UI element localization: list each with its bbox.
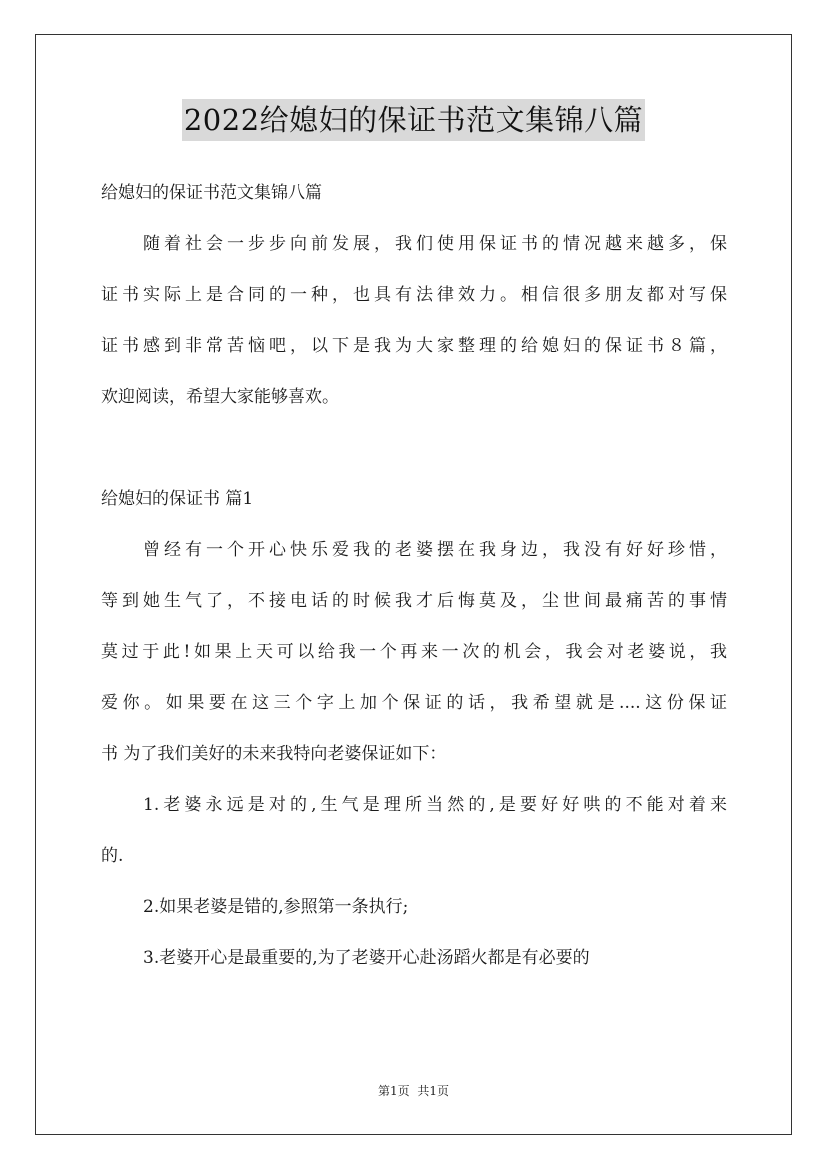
text-line: 证书感到非常苦恼吧，以下是我为大家整理的给媳妇的保证书８篇， — [101, 336, 727, 356]
text-line: 莫过于此!如果上天可以给我一个再来一次的机会，我会对老婆说，我 — [101, 642, 727, 662]
title-container — [0, 99, 827, 141]
document-body — [101, 168, 727, 984]
text-line: 随着社会一步步向前发展，我们使用保证书的情况越来越多，保 — [143, 234, 727, 254]
page-number: 第1页 — [377, 1084, 410, 1098]
text-line: 3.老婆开心是最重要的,为了老婆开心赴汤蹈火都是有必要的 — [143, 948, 590, 968]
text-line: 2.如果老婆是错的,参照第一条执行; — [143, 897, 409, 917]
document-title: 2022给媳妇的保证书范文集锦八篇 — [182, 99, 645, 141]
text-line: 1.老婆永远是对的,生气是理所当然的,是要好好哄的不能对着来 — [143, 795, 727, 815]
text-line: 给媳妇的保证书范文集锦八篇 — [101, 183, 322, 203]
page-total: 共1页 — [417, 1084, 450, 1098]
page-footer — [0, 1082, 827, 1099]
blank-line — [101, 423, 727, 474]
text-line: 等到她生气了，不接电话的时候我才后悔莫及，尘世间最痛苦的事情 — [101, 591, 727, 611]
text-line: 证书实际上是合同的一种，也具有法律效力。相信很多朋友都对写保 — [101, 285, 727, 305]
text-line: 欢迎阅读，希望大家能够喜欢。 — [101, 387, 339, 407]
text-line: 给媳妇的保证书 篇1 — [101, 489, 254, 509]
text-line: 爱你。如果要在这三个字上加个保证的话，我希望就是....这份保证 — [101, 693, 727, 713]
text-line: 的. — [101, 846, 124, 866]
text-line: 书 为了我们美好的未来我特向老婆保证如下： — [101, 744, 447, 764]
text-line: 曾经有一个开心快乐爱我的老婆摆在我身边，我没有好好珍惜， — [143, 540, 727, 560]
